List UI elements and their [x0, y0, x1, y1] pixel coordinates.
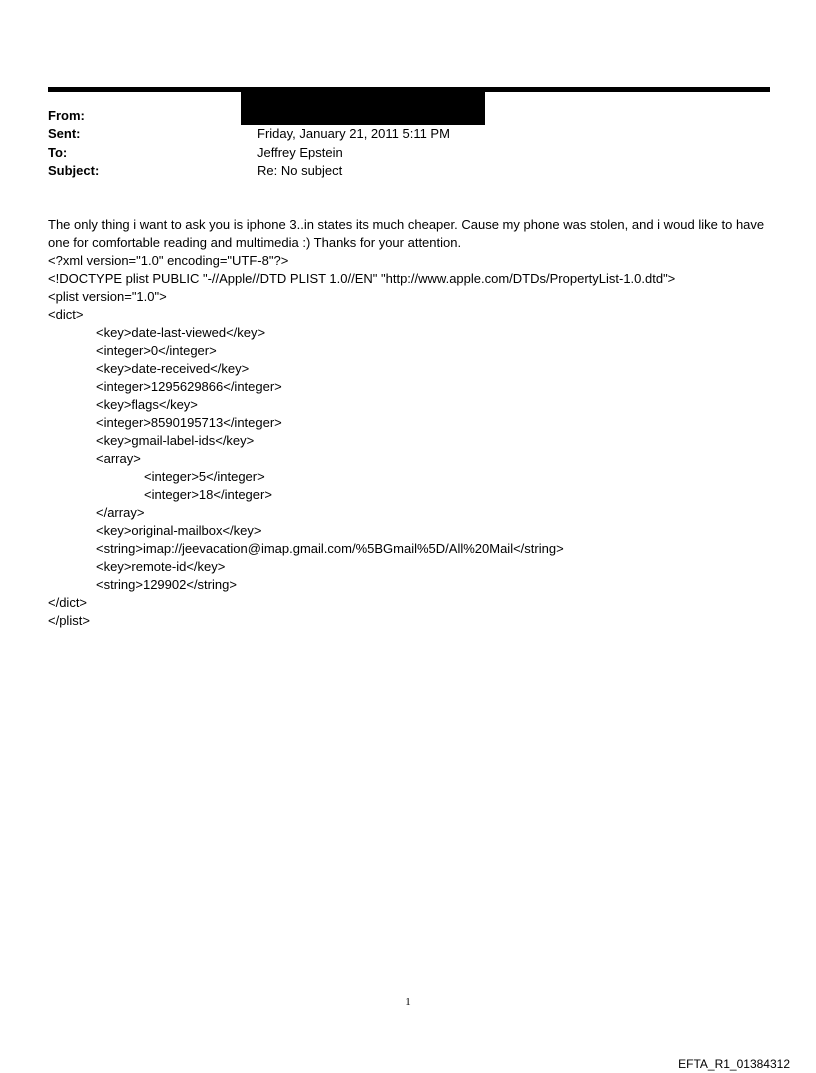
- xml-line: <plist version="1.0">: [48, 289, 167, 304]
- xml-line: <string>129902</string>: [96, 577, 237, 592]
- xml-line: <integer>5</integer>: [144, 469, 265, 484]
- document-id: EFTA_R1_01384312: [678, 1057, 790, 1071]
- redaction-block: [241, 92, 485, 125]
- message-body: The only thing i want to ask you is iphone 3..in states its much cheaper. Cause my phone was stolen, and i woud like to have one for comfortable reading and multimedia :) Thanks for your attention.: [48, 217, 765, 250]
- xml-line: <string>imap://jeevacation@imap.gmail.com/%5BGmail%5D/All%20Mail</string>: [96, 541, 564, 556]
- xml-line: <key>date-received</key>: [96, 361, 250, 376]
- xml-line: <!DOCTYPE plist PUBLIC "-//Apple//DTD PLIST 1.0//EN" "http://www.apple.com/DTDs/PropertyList-1.0.dtd">: [48, 271, 676, 286]
- subject-value: Re: No subject: [257, 163, 343, 178]
- xml-line: <key>date-last-viewed</key>: [96, 325, 266, 340]
- xml-line: <key>flags</key>: [96, 397, 198, 412]
- from-label: From:: [48, 108, 85, 123]
- sent-value: Friday, January 21, 2011 5:11 PM: [257, 126, 450, 141]
- xml-line: <key>gmail-label-ids</key>: [96, 433, 255, 448]
- xml-line: </dict>: [48, 595, 88, 610]
- xml-line: <?xml version="1.0" encoding="UTF-8"?>: [48, 253, 289, 268]
- plist-xml-block: [48, 252, 675, 630]
- xml-line: <key>original-mailbox</key>: [96, 523, 262, 538]
- xml-line: <integer>0</integer>: [96, 343, 217, 358]
- xml-line: </plist>: [48, 613, 90, 628]
- xml-line: <key>remote-id</key>: [96, 559, 226, 574]
- to-label: To:: [48, 145, 68, 160]
- page-number: 1: [405, 996, 411, 1008]
- xml-line: <dict>: [48, 307, 84, 322]
- xml-line: <integer>1295629866</integer>: [96, 379, 282, 394]
- subject-label: Subject:: [48, 163, 100, 178]
- xml-line: <integer>8590195713</integer>: [96, 415, 282, 430]
- to-value: Jeffrey Epstein: [257, 145, 343, 160]
- xml-line: </array>: [96, 505, 145, 520]
- xml-line: <integer>18</integer>: [144, 487, 272, 502]
- xml-line: <array>: [96, 451, 141, 466]
- sent-label: Sent:: [48, 126, 81, 141]
